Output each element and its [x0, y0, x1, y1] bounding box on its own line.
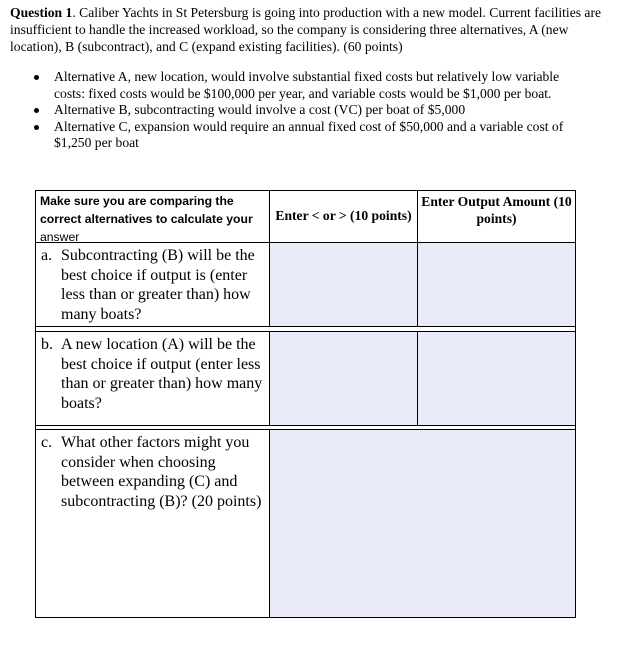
answer-table — [35, 190, 576, 618]
question-label: Question 1 — [10, 5, 73, 20]
question-b-letter: b. — [41, 336, 53, 353]
alternative-b-text: Alternative B, subcontracting would involve a cost (VC) per boat of $5,000 — [54, 102, 466, 117]
compare-a-input[interactable] — [270, 243, 418, 327]
question-a-letter: a. — [41, 247, 53, 264]
header-question — [36, 191, 270, 243]
list-item — [34, 102, 574, 119]
question-intro — [10, 4, 606, 55]
question-a-text: Subcontracting (B) will be the best choice if output is (enter less than or greater than) how many boats? — [61, 247, 255, 323]
alternatives-list — [34, 69, 574, 152]
bullet-icon — [34, 125, 39, 130]
header-compare: Enter < or > (10 points) — [270, 191, 418, 243]
bullet-icon — [34, 108, 39, 113]
output-a-input[interactable] — [418, 243, 575, 327]
header-question-plain: answer — [40, 230, 80, 244]
output-b-input[interactable] — [418, 332, 575, 426]
question-a-cell — [36, 243, 270, 327]
alternative-c-text: Alternative C, expansion would require an annual fixed cost of $50,000 and a variable cost of $1,250 per boat — [54, 118, 564, 150]
question-text: . Caliber Yachts in St Petersburg is going into production with a new model. Current facilities are insufficient to handle the increased workload, so the company is considering three alternatives, A (new location), B (subcontract), and C (expand existing facilities). (60 points) — [10, 5, 602, 54]
header-question-bold: Make sure you are comparing the correct alternatives to calculate your — [40, 194, 253, 226]
list-item — [34, 69, 574, 102]
bullet-icon — [34, 75, 39, 80]
alternative-a-text: Alternative A, new location, would involve substantial fixed costs but relatively low variable costs: fixed costs would be $100,000 per year, and variable costs would be $1,000 per boat. — [54, 69, 560, 101]
header-output: Enter Output Amount (10 points) — [418, 191, 575, 243]
question-b-text: A new location (A) will be the best choice if output (enter less than or greater than) how many boats? — [61, 336, 263, 412]
list-item — [34, 119, 574, 152]
question-c-text: What other factors might you consider when choosing between expanding (C) and subcontracting (B)? (20 points) — [61, 434, 262, 510]
question-c-letter: c. — [41, 434, 53, 451]
question-b-cell — [36, 332, 270, 426]
answer-c-input[interactable] — [270, 430, 575, 617]
compare-b-input[interactable] — [270, 332, 418, 426]
question-c-cell — [36, 430, 270, 617]
